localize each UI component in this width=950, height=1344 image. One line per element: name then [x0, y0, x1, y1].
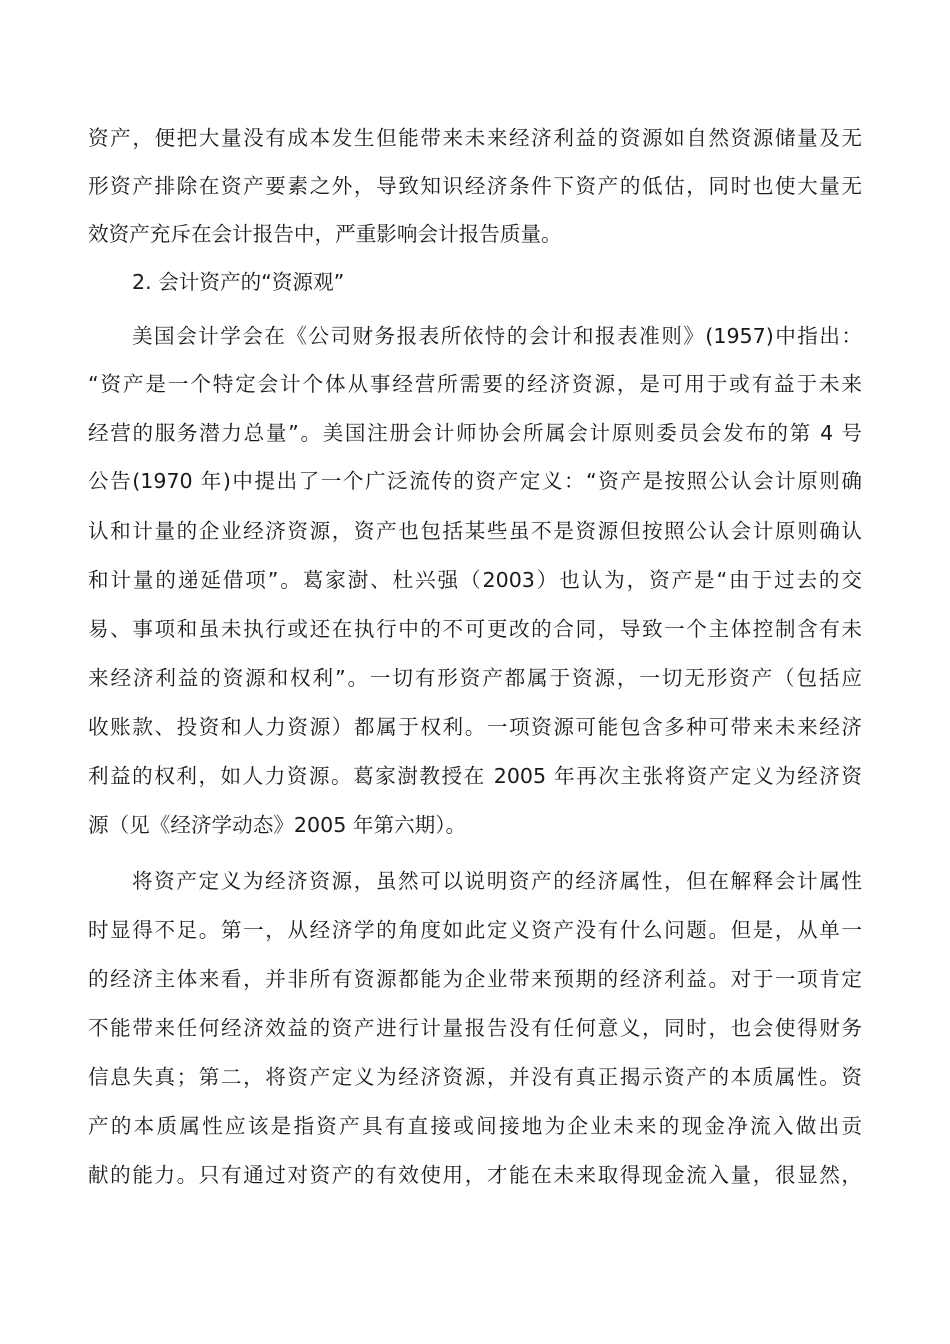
text-line: 和计量的递延借项”。葛家澍、杜兴强（2003）也认为，资产是“由于过去的交: [88, 568, 862, 592]
text-line: 的经济主体来看，并非所有资源都能为企业带来预期的经济利益。对于一项肯定: [88, 967, 862, 991]
text-line: 经营的服务潜力总量”。美国注册会计师协会所属会计原则委员会发布的第 4 号: [88, 421, 862, 445]
text-line: 将资产定义为经济资源，虽然可以说明资产的经济属性，但在解释会计属性: [132, 869, 862, 893]
text-line: “资产是一个特定会计个体从事经营所需要的经济资源，是可用于或有益于未来: [88, 372, 862, 396]
text-line: 信息失真；第二，将资产定义为经济资源，并没有真正揭示资产的本质属性。资: [88, 1065, 862, 1089]
text-line: 公告(1970 年)中提出了一个广泛流传的资产定义：“资产是按照公认会计原则确: [88, 469, 862, 493]
text-line: 收账款、投资和人力资源）都属于权利。一项资源可能包含多种可带来未来经济: [88, 715, 862, 739]
section-heading: 2. 会计资产的“资源观”: [132, 270, 345, 294]
text-line: 资产，便把大量没有成本发生但能带来未来经济利益的资源如自然资源储量及无: [88, 126, 862, 150]
text-line: 产的本质属性应该是指资产具有直接或间接地为企业未来的现金净流入做出贡: [88, 1114, 862, 1138]
text-line: 美国会计学会在《公司财务报表所依恃的会计和报表准则》(1957)中指出：: [132, 324, 862, 348]
text-line: 效资产充斥在会计报告中，严重影响会计报告质量。: [88, 222, 562, 246]
text-line: 易、事项和虽未执行或还在执行中的不可更改的合同，导致一个主体控制含有未: [88, 617, 862, 641]
text-line: 形资产排除在资产要素之外，导致知识经济条件下资产的低估，同时也使大量无: [88, 174, 862, 198]
text-line: 认和计量的企业经济资源，资产也包括某些虽不是资源但按照公认会计原则确认: [88, 519, 862, 543]
text-line: 时显得不足。第一，从经济学的角度如此定义资产没有什么问题。但是，从单一: [88, 918, 862, 942]
text-line: 来经济利益的资源和权利”。一切有形资产都属于资源，一切无形资产（包括应: [88, 666, 862, 690]
text-line: 不能带来任何经济效益的资产进行计量报告没有任何意义，同时，也会使得财务: [88, 1016, 862, 1040]
text-line: 利益的权利，如人力资源。葛家澍教授在 2005 年再次主张将资产定义为经济资: [88, 764, 862, 788]
text-line: 献的能力。只有通过对资产的有效使用，才能在未来取得现金流入量，很显然，: [88, 1163, 862, 1187]
text-line: 源（见《经济学动态》2005 年第六期）。: [88, 813, 467, 837]
